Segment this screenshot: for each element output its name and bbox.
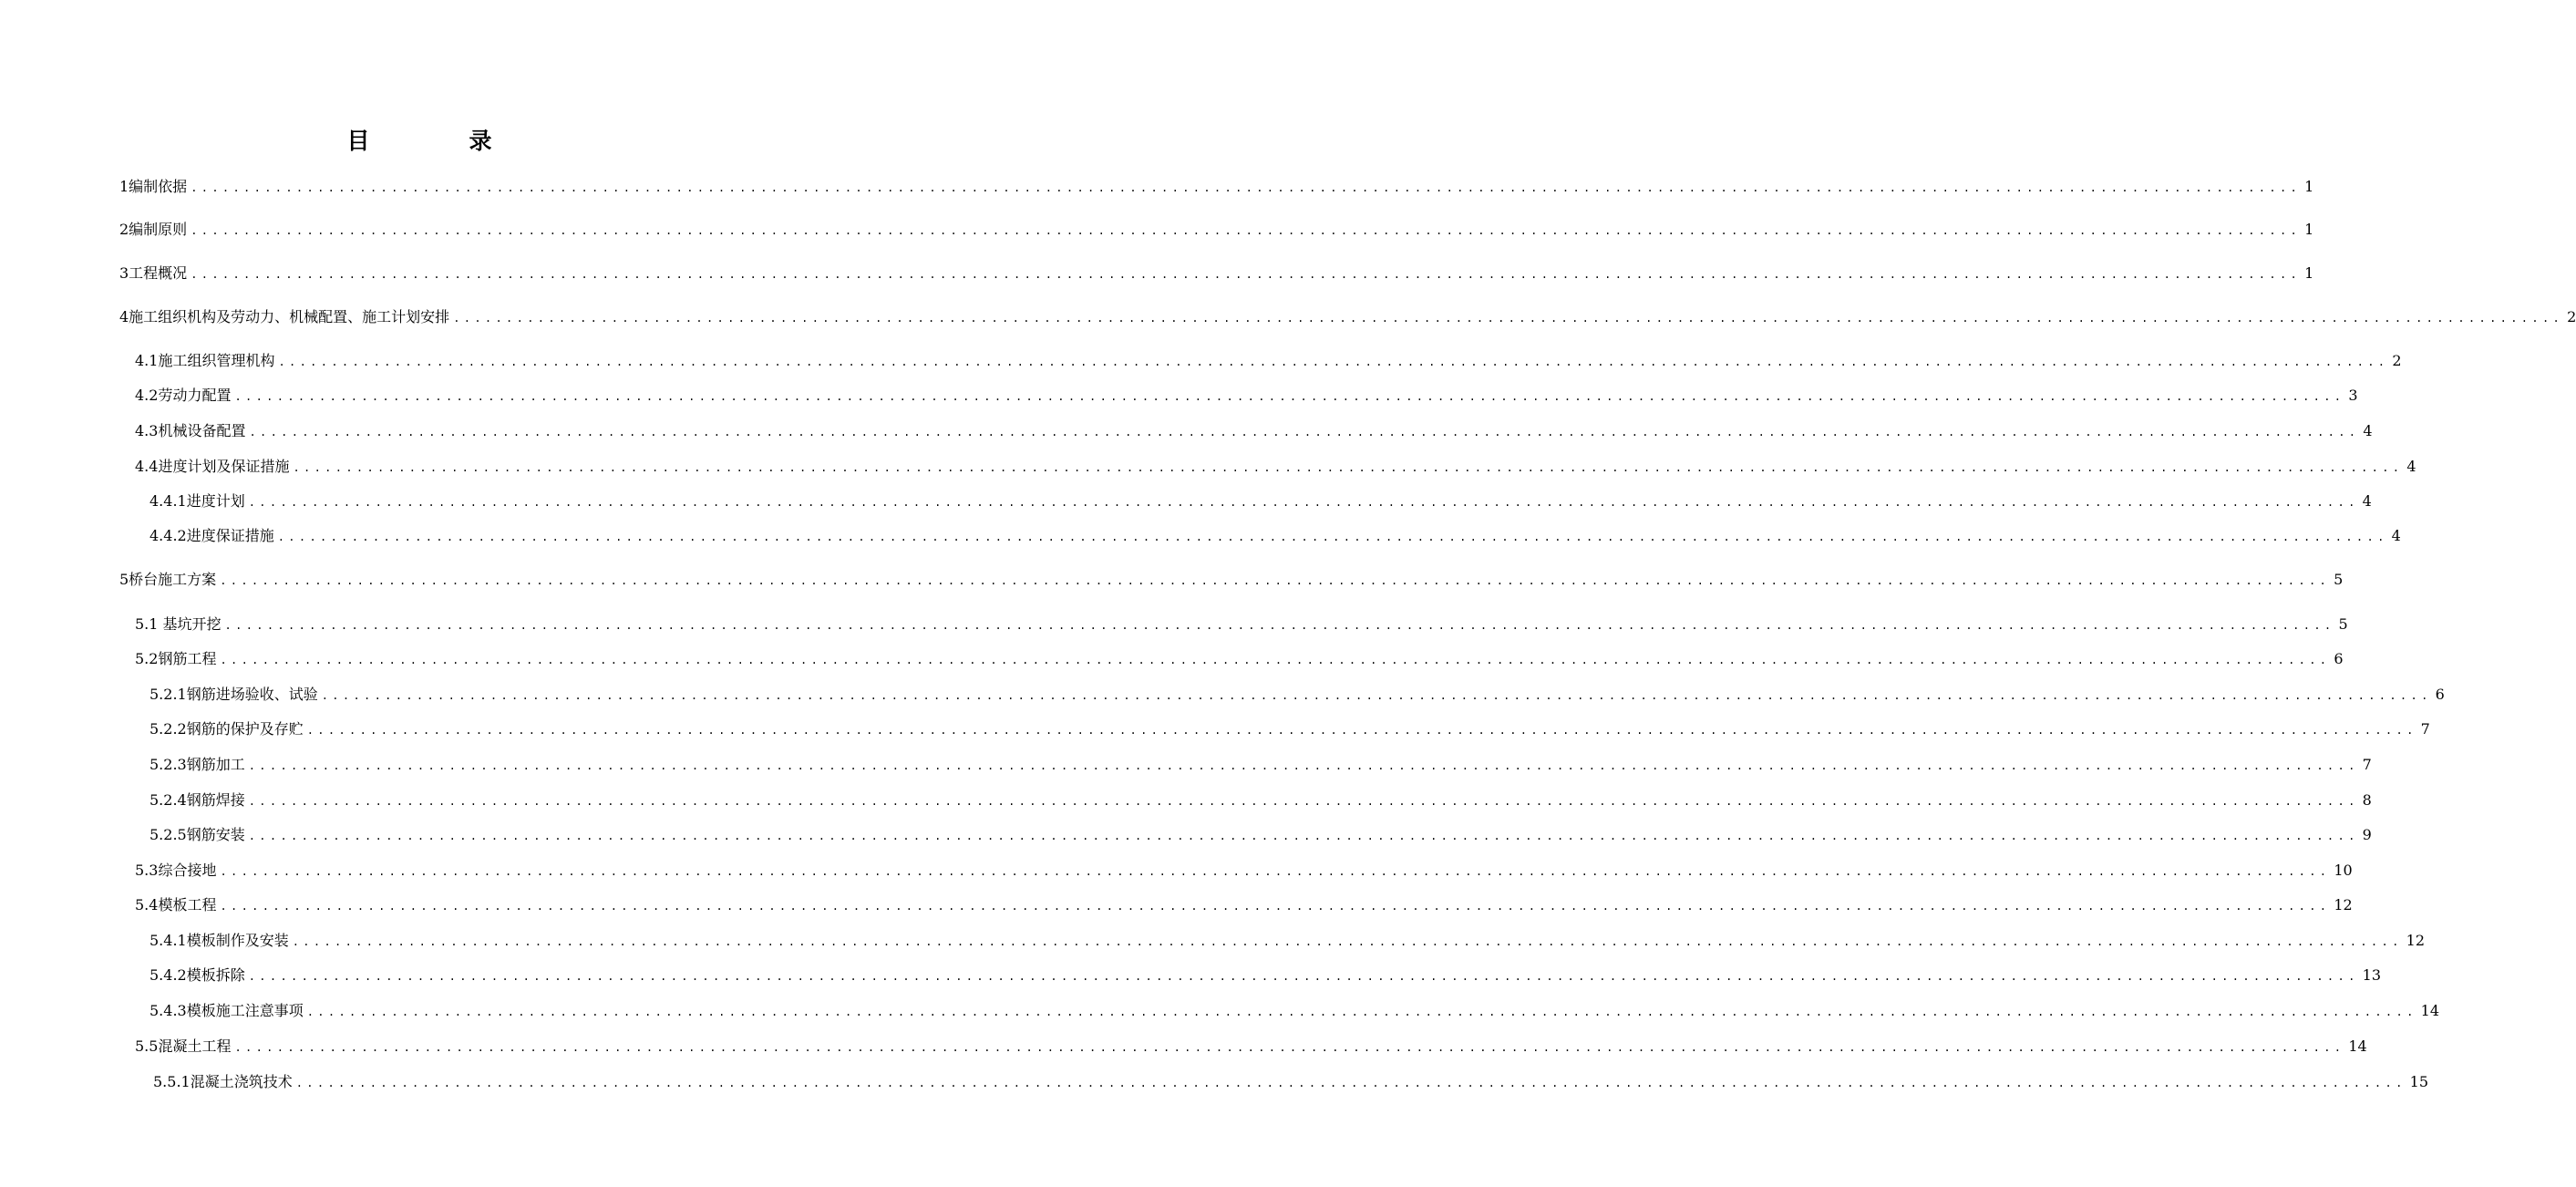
toc-dot-leader: ........................................................................................................................................................................................................: [220, 900, 2331, 913]
toc-dot-leader: ........................................................................................................................................................................................................: [248, 496, 2359, 509]
toc-entry-label: 5.5混凝土工程: [135, 1037, 232, 1055]
toc-entry-page: 5: [2334, 571, 2344, 588]
toc-entry-5-2[interactable]: [135, 649, 2344, 670]
toc-dot-leader: ........................................................................................................................................................................................................: [191, 181, 2302, 194]
toc-entry-5-4[interactable]: [135, 895, 2353, 916]
toc-dot-leader: ........................................................................................................................................................................................................: [191, 224, 2302, 237]
toc-dot-leader: ........................................................................................................................................................................................................: [234, 1041, 2345, 1054]
page-title: 目 录: [346, 128, 531, 154]
toc-entry-page: 8: [2362, 791, 2372, 809]
toc-entry-label: 5.1 基坑开挖: [135, 615, 222, 633]
toc-entry-page: 9: [2362, 826, 2372, 843]
toc-entry-page: 15: [2409, 1073, 2428, 1090]
toc-entry-page: 1: [2304, 178, 2314, 195]
toc-entry-label: 4.1施工组织管理机构: [135, 352, 275, 369]
toc-entry-label: 5.2钢筋工程: [135, 650, 217, 667]
toc-entry-3[interactable]: [119, 263, 2314, 284]
toc-dot-leader: ........................................................................................................................................................................................................: [248, 830, 2359, 842]
toc-entry-5-5[interactable]: [135, 1037, 2367, 1058]
toc-entry-5-3[interactable]: [135, 861, 2353, 882]
toc-entry-page: 2: [2567, 308, 2576, 325]
toc-entry-page: 14: [2420, 1002, 2439, 1019]
toc-entry-page: 1: [2304, 221, 2314, 238]
toc-dot-leader: ........................................................................................................................................................................................................: [234, 390, 2345, 403]
toc-dot-leader: ........................................................................................................................................................................................................: [248, 759, 2359, 772]
toc-dot-leader: ........................................................................................................................................................................................................: [220, 865, 2331, 878]
toc-dot-leader: ........................................................................................................................................................................................................: [248, 795, 2359, 808]
toc-entry-page: 7: [2362, 756, 2372, 773]
toc-entry-page: 3: [2348, 387, 2358, 404]
toc-entry-label: 2编制原则: [119, 221, 188, 238]
toc-dot-leader: ........................................................................................................................................................................................................: [453, 312, 2564, 325]
toc-entry-5-2-4[interactable]: [149, 790, 2372, 811]
toc-entry-4[interactable]: [119, 307, 2576, 328]
toc-dot-leader: ........................................................................................................................................................................................................: [249, 426, 2360, 439]
toc-entry-page: 12: [2334, 896, 2353, 913]
toc-dot-leader: ........................................................................................................................................................................................................: [220, 574, 2331, 587]
toc-entry-page: 14: [2348, 1037, 2367, 1055]
toc-entry-page: 7: [2420, 720, 2430, 738]
toc-entry-label: 5.2.4钢筋焊接: [149, 791, 245, 809]
toc-entry-4-4-2[interactable]: [149, 526, 2401, 547]
toc-dot-leader: ........................................................................................................................................................................................................: [306, 724, 2417, 737]
toc-entry-label: 5.2.1钢筋进场验收、试验: [149, 686, 318, 703]
toc-entry-label: 4.4.2进度保证措施: [149, 527, 274, 544]
toc-entry-page: 6: [2334, 650, 2344, 667]
toc-entry-4-1[interactable]: [135, 351, 2402, 372]
toc-entry-5-2-2[interactable]: [149, 719, 2430, 740]
toc-entry-page: 4: [2391, 527, 2401, 544]
toc-entry-label: 1编制依据: [119, 178, 188, 195]
toc-entry-4-3[interactable]: [135, 421, 2373, 442]
toc-entry-page: 5: [2338, 615, 2348, 633]
toc-dot-leader: ........................................................................................................................................................................................................: [292, 935, 2403, 948]
toc-entry-5-1[interactable]: [135, 614, 2348, 635]
toc-entry-label: 5.4.3模板施工注意事项: [149, 1002, 304, 1019]
toc-dot-leader: ........................................................................................................................................................................................................: [224, 619, 2335, 632]
toc-entry-4-2[interactable]: [135, 386, 2358, 407]
toc-entry-label: 5.4模板工程: [135, 896, 217, 913]
toc-entry-label: 4.3机械设备配置: [135, 422, 246, 439]
toc-entry-label: 5.4.2模板拆除: [149, 966, 245, 984]
toc-entry-4-4[interactable]: [135, 457, 2416, 478]
toc-entry-label: 5桥台施工方案: [119, 571, 217, 588]
toc-entry-5-2-5[interactable]: [149, 825, 2372, 846]
toc-entry-1[interactable]: [119, 177, 2314, 198]
toc-entry-label: 3工程概况: [119, 264, 188, 282]
toc-entry-5-5-1[interactable]: [153, 1072, 2428, 1093]
toc-entry-4-4-1[interactable]: [149, 491, 2372, 512]
toc-entry-page: 4: [2362, 492, 2372, 510]
toc-entry-label: 5.3综合接地: [135, 862, 217, 879]
toc-entry-page: 12: [2406, 932, 2425, 949]
toc-entry-label: 4.2劳动力配置: [135, 387, 232, 404]
toc-entry-page: 4: [2406, 458, 2416, 475]
toc-entry-page: 13: [2362, 966, 2381, 984]
toc-dot-leader: ........................................................................................................................................................................................................: [220, 654, 2331, 666]
toc-entry-5-4-2[interactable]: [149, 965, 2381, 986]
toc-entry-page: 6: [2435, 686, 2445, 703]
toc-dot-leader: ........................................................................................................................................................................................................: [248, 970, 2359, 983]
toc-entry-5[interactable]: [119, 570, 2344, 591]
toc-entry-label: 5.2.2钢筋的保护及存贮: [149, 720, 304, 738]
toc-dot-leader: ........................................................................................................................................................................................................: [278, 356, 2389, 368]
toc-entry-page: 4: [2363, 422, 2373, 439]
toc-dot-leader: ........................................................................................................................................................................................................: [191, 268, 2302, 281]
toc-entry-page: 2: [2392, 352, 2402, 369]
toc-dot-leader: ........................................................................................................................................................................................................: [306, 1006, 2417, 1018]
toc-entry-5-4-3[interactable]: [149, 1001, 2439, 1022]
toc-dot-leader: ........................................................................................................................................................................................................: [295, 1077, 2406, 1089]
toc-entry-label: 5.4.1模板制作及安装: [149, 932, 289, 949]
toc-dot-leader: ........................................................................................................................................................................................................: [321, 689, 2432, 702]
toc-entry-label: 5.5.1混凝土浇筑技术: [153, 1073, 293, 1090]
toc-entry-page: 10: [2334, 862, 2353, 879]
toc-entry-label: 5.2.5钢筋安装: [149, 826, 245, 843]
toc-entry-5-2-1[interactable]: [149, 685, 2445, 706]
toc-entry-label: 4.4.1进度计划: [149, 492, 245, 510]
toc-entry-5-4-1[interactable]: [149, 931, 2425, 952]
toc-entry-label: 5.2.3钢筋加工: [149, 756, 245, 773]
toc-entry-page: 1: [2304, 264, 2314, 282]
toc-entry-2[interactable]: [119, 220, 2314, 241]
toc-dot-leader: ........................................................................................................................................................................................................: [293, 461, 2404, 474]
toc-entry-5-2-3[interactable]: [149, 755, 2372, 776]
toc-dot-leader: ........................................................................................................................................................................................................: [277, 531, 2388, 543]
toc-entry-label: 4.4进度计划及保证措施: [135, 458, 290, 475]
toc-entry-label: 4施工组织机构及劳动力、机械配置、施工计划安排: [119, 308, 450, 325]
